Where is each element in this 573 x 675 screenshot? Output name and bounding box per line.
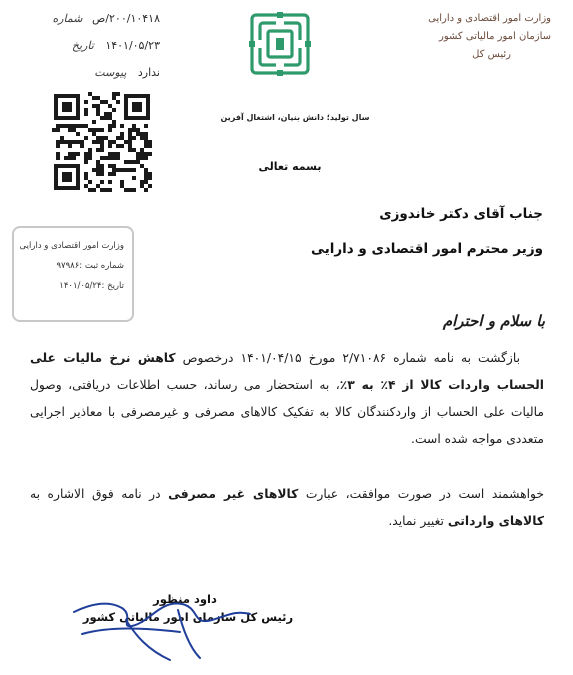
- letterhead: [371, 10, 551, 64]
- body-p2-text-2: در نامه فوق الاشاره به: [30, 487, 169, 501]
- letter-attachment-value: ندارد: [137, 66, 160, 79]
- greeting: با سلام و احترام: [442, 312, 545, 330]
- body-paragraph-1: [30, 345, 544, 453]
- body-p1-text-1: بازگشت به نامه شماره ۲/۷۱۰۸۶ مورخ ۱۴۰۱/۰۴/۱۵ درخصوص: [175, 351, 521, 365]
- body-p2-bold-2: کالاهای وارداتی: [447, 514, 544, 528]
- letterhead-organization: سازمان امور مالیاتی کشور: [439, 31, 551, 42]
- stamp-registration-number: شماره ثبت :۹۷۹۸۶: [56, 261, 124, 271]
- letterhead-head: رئیس کل: [472, 49, 511, 60]
- registration-stamp: [12, 226, 134, 322]
- letterhead-ministry: وزارت امور اقتصادی و دارایی: [428, 13, 551, 24]
- body-p2-bold-1: کالاهای غیر مصرفی: [168, 487, 299, 501]
- letter-attachment-row: [40, 66, 160, 79]
- letter-date-label: تاریخ: [71, 39, 94, 52]
- year-slogan: سال تولید؛ دانش بنیان، اشتغال آفرین: [220, 113, 370, 122]
- invocation: بسمه تعالی: [258, 160, 322, 173]
- letter-number-label: شماره: [52, 12, 83, 25]
- body-p1-text-2: ، به استحضار می رساند، حسب اطلاعات دریافتی، وصول مالیات علی الحساب از واردکنندگان کالا به تفکیک کالاهای مصرفی و غیرمصرفی با معاذیر اجرایی متعددی مواجه شده است.: [30, 378, 544, 446]
- stamp-date: تاریخ :۱۴۰۱/۰۵/۲۴: [59, 281, 124, 291]
- stamp-ministry: وزارت امور اقتصادی و دارایی: [19, 241, 124, 251]
- addressee-title: وزیر محترم امور اقتصادی و دارایی: [311, 241, 543, 257]
- letter-number-value: ۲۰۰/۱۰۴۱۸/ص: [92, 12, 160, 25]
- signatory-name: داود منظور: [153, 592, 217, 606]
- qr-code-icon: [52, 92, 152, 192]
- body-p2-text-3: تغییر نماید.: [388, 514, 448, 528]
- letter-date-row: [40, 39, 160, 52]
- addressee-name: جناب آقای دکتر خاندوزی: [379, 206, 543, 222]
- body-paragraph-2: [30, 481, 544, 535]
- letter-date-value: ۱۴۰۱/۰۵/۲۳: [105, 39, 160, 52]
- letter-attachment-label: پیوست: [94, 66, 127, 79]
- body-p2-text-1: خواهشمند است در صورت موافقت، عبارت: [298, 487, 544, 501]
- signatory-title: رئیس کل سازمان امور مالیاتی کشور: [82, 610, 294, 624]
- tax-organization-logo-icon: [249, 12, 311, 76]
- handwritten-signature-icon: [60, 574, 270, 666]
- body-p1-bold-1: کاهش نرخ مالیات علی الحساب واردات کالا از ۴٪ به ۳٪: [30, 351, 544, 392]
- letter-number-row: [40, 12, 160, 25]
